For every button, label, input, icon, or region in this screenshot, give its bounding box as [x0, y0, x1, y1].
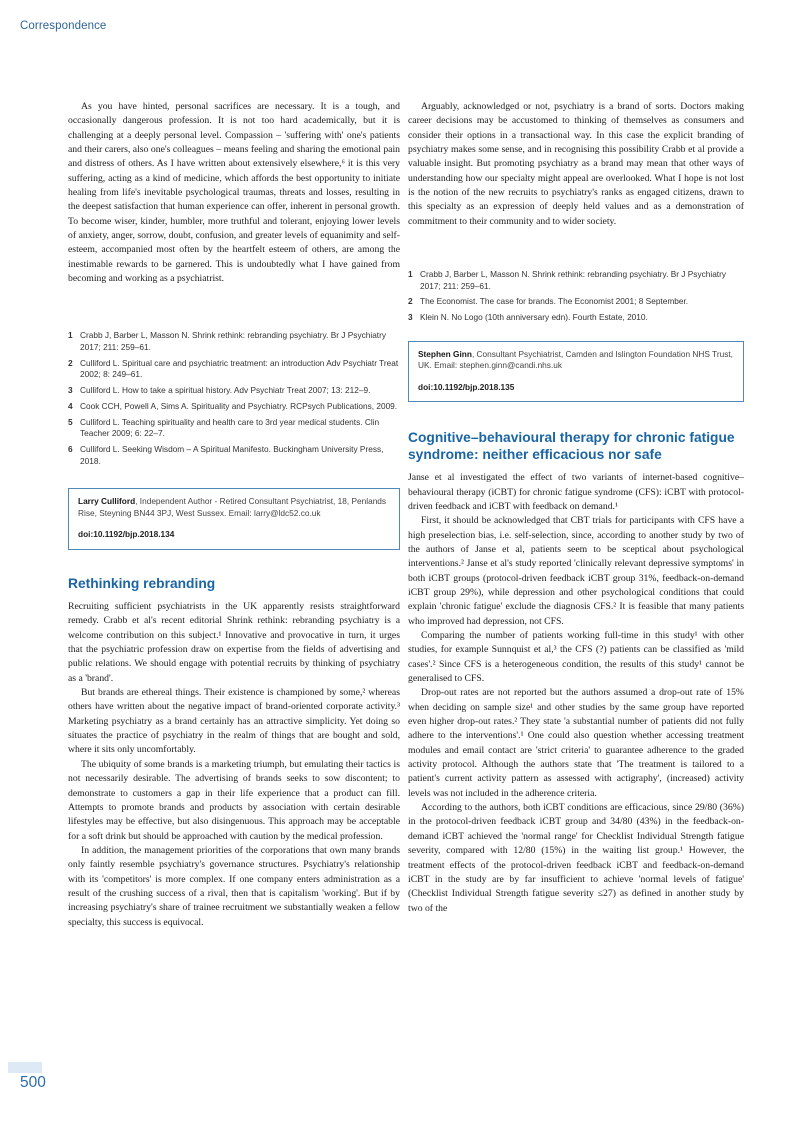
article-title-rethinking-rebranding: Rethinking rebranding: [68, 575, 216, 591]
article-body-left: [68, 600, 400, 930]
author-details: , Consultant Psychiatrist, Camden and Islington Foundation NHS Trust, UK. Email: stephen.ginn@candi.nhs.uk: [418, 348, 733, 371]
reference-item: [68, 358, 400, 381]
author-affiliation: [418, 349, 734, 372]
author-name: Larry Culliford: [78, 496, 136, 507]
paragraph: The ubiquity of some brands is a marketing triumph, but emulating their tactics is not necessarily desirable. The advertising of brands seeks to sow discontent; to demonstrate to customers a gap in their life experience that a product can fill. Attempts to promote brands and products by association with certain desirable lifestyles may be effective, but also disingenuous. This approach may be acceptable for a soft drink but should be approached with caution by the medical profession.: [68, 758, 400, 842]
author-details: , Independent Author - Retired Consultant Psychiatrist, 18, Penlands Rise, Steyning BN44 3PJ, West Sussex. Email: larry@ldc52.co.uk: [78, 496, 387, 518]
reference-text: Cook CCH, Powell A, Sims A. Spirituality and Psychiatry. RCPsych Publications, 2009.: [80, 401, 398, 411]
left-column: [68, 100, 400, 930]
reference-number: 3: [408, 312, 413, 323]
paragraph: Janse et al investigated the effect of two variants of internet-based cognitive–behavioural therapy (iCBT) for chronic fatigue syndrome (CFS): iCBT with protocol-driven feedback and iCBT with feedback on demand.¹: [408, 472, 744, 512]
article-body-right: [408, 471, 744, 916]
reference-number: 1: [408, 269, 413, 280]
paragraph: Arguably, acknowledged or not, psychiatry is a brand of sorts. Doctors making career decisions may be accustomed to thinking of themselves as consumers and consider their options in a transactional way. In this case the explicit branding of psychiatry makes some sense, and in recognising this possibility Crabb et al provide a valuable insight. But promoting psychiatry as a brand may mean that other ways of understanding how our specialty might appeal are overlooked. What I hope is not lost is the notion of the new recruits to psychiatry's ranks as engaged citizens, drawn to this specialty as an expression of deeply held values and as a demonstration of commitment to their community and to wider society.: [408, 101, 744, 227]
paragraph: Drop-out rates are not reported but the authors assumed a drop-out rate of 15% when deciding on sample size¹ and other studies by the same group have reported even higher drop-out rates.² They state 'a substantial number of patients did not fully adhere to the interventions'.¹ One could also question whether accessing treatment modules and email contact are 'strict criteria' to guarantee adherence to the graded activity protocol. Although the authors state that 'The treatment is tailored to a patient's current activity pattern as assessed with actigraphy', (increased) activity levels was not included in the adherence criteria.: [408, 687, 744, 799]
footer-accent-bar: [8, 1062, 42, 1073]
paragraph: As you have hinted, personal sacrifices are necessary. It is a tough, and occasionally dangerous profession. It is not too hard academically, but it is challenging at a deeply personal level. Compassion – 'suffering with' one's patients and their carers, also one's colleagues – means feeling and sharing the emotional pain and distress of others. As I have written about extensively elsewhere,⁶ it is this very suffering, acting as a kind of medicine, which affords the best opportunity to initiate healing from life's inevitable psychological traumas, threats and losses, resulting in the deepest satisfaction that human experience can offer, inherent in personal growth. To become wiser, kinder, humbler, more truthful and tolerant, enjoying lower levels of anxiety, anger, sorrow, doubt, confusion, and greater levels of equanimity and self-esteem, accompanied most often by the heartfelt esteem of others, are among the inestimable rewards to be garnered. This is undoubtedly what I have gained from becoming and working as a psychiatrist.: [68, 101, 400, 285]
reference-text: Culliford L. Teaching spirituality and health care to 3rd year medical students. Clin Teacher 2009; 6: 22–7.: [80, 416, 380, 439]
doi: doi:10.1192/bjp.2018.134: [78, 529, 175, 540]
reference-item: [408, 296, 744, 307]
reference-item: [408, 312, 744, 323]
author-info-box-left: [68, 488, 400, 550]
reference-number: 2: [408, 296, 413, 307]
author-name: Stephen Ginn: [418, 348, 472, 359]
reference-number: 2: [68, 357, 73, 368]
reference-text: Culliford L. Spiritual care and psychiatric treatment: an introduction Adv Psychiatr Treat 2002; 8: 249–61.: [80, 357, 399, 380]
paragraph: First, it should be acknowledged that CBT trials for participants with CFS have a high preselection bias, i.e. self-selection, since, according to another study by two of the authors of Janse et al, patients seem to be sceptical about psychological interventions.² Janse et al's study reported 'clinically relevant depressive symptoms' in both iCBT groups (protocol-driven feedback iCBT group 31%, feedback-on-demand iCBT group 29%), while depression and other psychological conditions that could explain 'chronic fatigue' exclude the diagnosis CFS.² It is feasible that many patients who improved had depression, not CFS.: [408, 515, 744, 627]
letter-continuation-right: [408, 100, 744, 229]
reference-list-left: [68, 330, 400, 467]
reference-text: Culliford L. How to take a spiritual history. Adv Psychiatr Treat 2007; 13: 212–9.: [80, 385, 371, 396]
reference-text: Crabb J, Barber L, Masson N. Shrink rethink: rebranding psychiatry. Br J Psychiatry 2017; 211: 259–61.: [80, 330, 387, 352]
reference-item: [68, 417, 400, 440]
reference-text: Crabb J, Barber L, Masson N. Shrink rethink: rebranding psychiatry. Br J Psychiatry 2017; 211: 259–61.: [420, 269, 727, 291]
letter-continuation-left: [68, 100, 400, 286]
article-title-cbt-cfs: Cognitive–behavioural therapy for chronic fatigue syndrome: neither efficacious nor safe: [408, 430, 735, 462]
reference-text: The Economist. The case for brands. The Economist 2001; 8 September.: [420, 296, 689, 307]
reference-text: Klein N. No Logo (10th anniversary edn). Fourth Estate, 2010.: [420, 312, 648, 323]
paragraph: According to the authors, both iCBT conditions are efficacious, since 29/80 (36%) in the protocol-driven feedback iCBT group and 34/80 (43%) in the feedback-on-demand iCBT achieved the 'normal range' for Checklist Individual Strength fatigue severity, compared with 12/80 (15%) in the waiting list group.¹ However, the treatment effects of the protocol-driven feedback iCBT and feedback-on-demand iCBT in the study are by far insufficient to achieve 'normal levels of fatigue' (Checklist Individual Strength fatigue severity ≤27) as defined in another study by two of the: [408, 802, 744, 914]
reference-text: Culliford L. Seeking Wisdom – A Spiritual Manifesto. Buckingham University Press, 2018.: [80, 444, 384, 466]
doi: doi:10.1192/bjp.2018.135: [418, 381, 515, 392]
reference-item: [68, 401, 400, 412]
page-number: 500: [20, 1074, 46, 1091]
reference-item: [68, 385, 400, 396]
reference-number: 3: [68, 385, 73, 396]
reference-number: 4: [68, 401, 73, 411]
reference-number: 1: [68, 330, 73, 341]
section-header: Correspondence: [20, 20, 107, 32]
reference-item: [408, 269, 744, 292]
paragraph: But brands are ethereal things. Their existence is championed by some,² whereas others have written about the negative impact of brand-oriented corporate activity.³ Marketing psychiatry as a brand certainly has an attractive simplicity. Yet doing so situates the practice of psychiatry in the realm of things that are bought and sold, where it sits only uncomfortably.: [68, 687, 400, 756]
paragraph: Recruiting sufficient psychiatrists in the UK apparently resists straightforward remedy. Crabb et al's recent editorial Shrink rethink: rebranding psychiatry is a welcome contribution on this subject.¹ Innovative and provocative in turn, it urges that the psychiatric profession draw on expertise from the fields of advertising and public relations. We should engage with potential recruits by thinking of psychiatry as a 'brand'.: [68, 601, 400, 684]
reference-item: [68, 444, 400, 467]
author-affiliation: [78, 496, 390, 519]
reference-item: [68, 330, 400, 353]
right-column: [408, 100, 744, 916]
author-info-box-right: [408, 341, 744, 403]
paragraph: Comparing the number of patients working full-time in this study¹ with other studies, for example Sunnquist et al,³ the CFS (?) patients can be classified as 'mild cases'.² Since CFS is a heterogeneous condition, the results of this study¹ cannot be generalised to CFS.: [408, 630, 744, 685]
reference-number: 5: [68, 416, 73, 427]
reference-list-right: [408, 269, 744, 324]
reference-number: 6: [68, 444, 73, 455]
paragraph: In addition, the management priorities of the corporations that own many brands only faintly resemble psychiatry's governance structures. Psychiatry's relationship with its 'competitors' is more complex. If one company enters administration as a result of the crushing success of a rival, then that is capitalism 'working'. But if by increasing psychiatry's share of trainee recruitment we substantially weaken a fellow specialty, this success is equivocal.: [68, 844, 400, 928]
